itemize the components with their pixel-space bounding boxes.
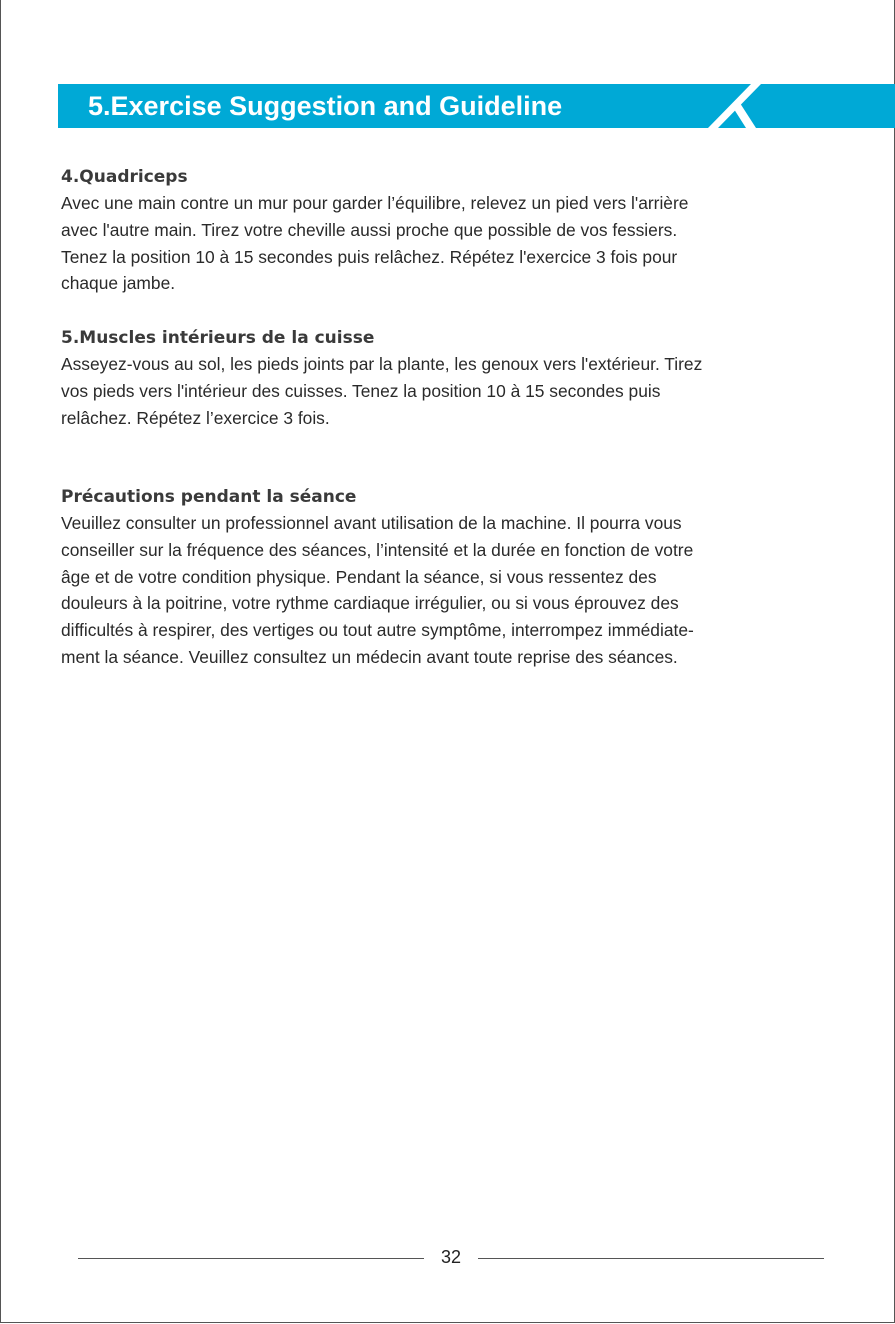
footer-rule-right [478,1258,824,1259]
section-heading: Précautions pendant la séance [61,487,357,507]
paragraph-line: âge et de votre condition physique. Pendant la séance, si vous ressentez des [61,566,657,587]
x-slash-mark-icon [708,84,768,128]
page-title: 5.Exercise Suggestion and Guideline [88,91,563,121]
section-heading: 4.Quadriceps [61,167,188,187]
paragraph-line: douleurs à la poitrine, votre rythme cardiaque irrégulier, ou si vous éprouvez des [61,593,679,614]
paragraph-line: Avec une main contre un mur pour garder l’équilibre, relevez un pied vers l'arrière [61,193,689,213]
paragraph-line: Veuillez consulter un professionnel avant utilisation de la machine. Il pourra vous [61,513,682,533]
section-banner [58,84,895,128]
paragraph-line: difficultés à respirer, des vertiges ou tout autre symptôme, interrompez immédiate- [61,620,694,641]
section-precautions [61,484,821,671]
page-number: 32 [440,1247,462,1267]
paragraph-line: avec l'autre main. Tirez votre cheville aussi proche que possible de vos fessiers. [61,219,678,240]
paragraph-line: Asseyez-vous au sol, les pieds joints par la plante, les genoux vers l'extérieur. Tirez [61,354,703,374]
section-inner-thigh [61,325,821,431]
paragraph-line: Tenez la position 10 à 15 secondes puis relâchez. Répétez l'exercice 3 fois pour [61,246,678,267]
paragraph-line: ment la séance. Veuillez consultez un médecin avant toute reprise des séances. [61,646,678,667]
paragraph-line: chaque jambe. [61,273,176,294]
paragraph-line: vos pieds vers l'intérieur des cuisses. Tenez la position 10 à 15 secondes puis [61,380,661,401]
section-quadriceps [61,164,821,297]
section-heading: 5.Muscles intérieurs de la cuisse [61,328,375,348]
paragraph-line: conseiller sur la fréquence des séances, l’intensité et la durée en fonction de votre [61,539,694,560]
footer-rule-left [78,1258,424,1259]
paragraph-line: relâchez. Répétez l’exercice 3 fois. [61,407,330,428]
